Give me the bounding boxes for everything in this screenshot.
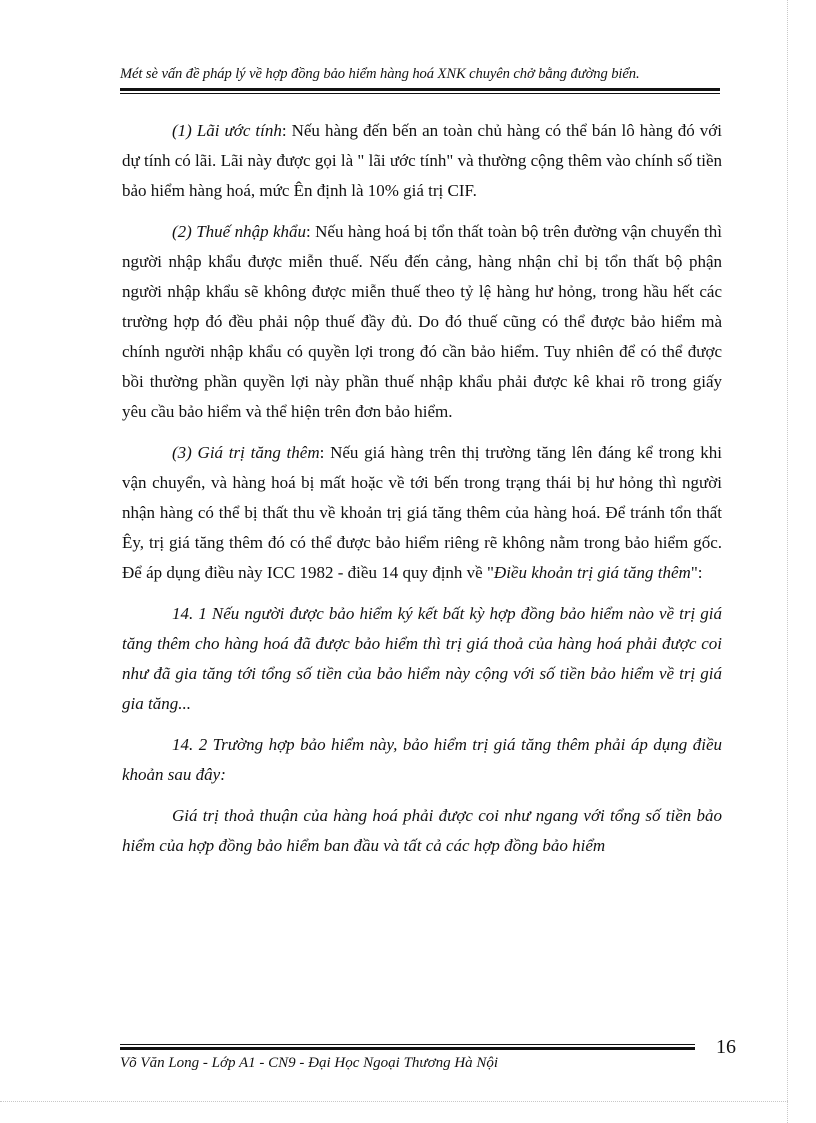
paragraph-increased-value [122,438,722,588]
clause-14-1: 14. 1 Nếu người được bảo hiểm ký kết bất kỳ hợp đồng bảo hiểm nào về trị giá tăng thêm cho hàng hoá đã được bảo hiểm thì trị giá thoả của hàng hoá phải được coi như đã gia tăng tới tổng số tiền của bảo hiểm này cộng với số tiền bảo hiểm về trị giá gia tăng... [122,604,722,713]
section-label: (3) Giá trị tăng thêm [172,443,320,462]
paragraph-import-tax [122,217,722,427]
section-text: : Nếu hàng hoá bị tổn thất toàn bộ trên đường vận chuyển thì người nhập khẩu được miễn thuế. Nếu đến cảng, hàng nhận chỉ bị tổn thất bộ phận người nhập khẩu sẽ không được miễn thuế theo tỷ lệ hàng hư hỏng, trong hầu hết các trường hợp đó đều phải nộp thuế đầy đủ. Do đó thuế cũng có thể được bảo hiểm mà chính người nhập khẩu có quyền lợi trong đó cần bảo hiểm. Tuy nhiên để có thể được bồi thường phần quyền lợi này phần thuế nhập khẩu phải được kê khai rõ trong giấy yêu cầu bảo hiểm và thể hiện trên đơn bảo hiểm. [122,222,722,421]
clause-agreed-value: Giá trị thoả thuận của hàng hoá phải được coi như ngang với tổng số tiền bảo hiểm của hợp đồng bảo hiểm ban đầu và tất cả các hợp đồng bảo hiểm [122,806,722,855]
page-border-right [787,0,788,1123]
footer-author: Võ Văn Long - Lớp A1 - CN9 - Đại Học Ngoại Thương Hà Nội [120,1055,499,1071]
clause-title: Điều khoản trị giá tăng thêm [493,563,691,582]
section-text: : Nếu giá hàng trên thị trường tăng lên đáng kể trong khi vận chuyển, và hàng hoá bị mất hoặc về tới bến trong trạng thái bị hư hỏng thì người nhận hàng có thể bị thất thu về khoản trị giá tăng thêm của hàng hoá. Để tránh tổn thất Êy, trị giá tăng thêm đó có thể được bảo hiểm riêng rẽ không nằm trong bảo hiểm gốc. Để áp dụng điều này ICC 1982 - điều 14 quy định về " [122,443,723,582]
running-header: Mét sè vấn đề pháp lý về hợp đồng bảo hiểm hàng hoá XNK chuyên chở bằng đường biển. [120,66,640,82]
section-label: (1) Lãi ước tính [172,121,282,140]
section-text: : Nếu hàng đến bến an toàn chủ hàng có thể bán lô hàng đó với dự tính có lãi. Lãi này được gọi là " lãi ước tính" và thường cộng thêm vào chính số tiền bảo hiểm hàng hoá, mức Ên định là 10% giá trị CIF. [122,121,722,200]
paragraph-estimated-profit [122,116,722,206]
section-label: (2) Thuế nhập khẩu [172,222,307,241]
document-body [122,116,722,872]
page-border-bottom [0,1101,788,1102]
footer-rule [120,1044,695,1050]
clause-14-2: 14. 2 Trường hợp bảo hiểm này, bảo hiểm trị giá tăng thêm phải áp dụng điều khoản sau đây: [122,735,722,784]
closing-punctuation: ": [690,563,703,582]
header-rule [120,88,720,94]
page-number: 16 [716,1036,736,1058]
